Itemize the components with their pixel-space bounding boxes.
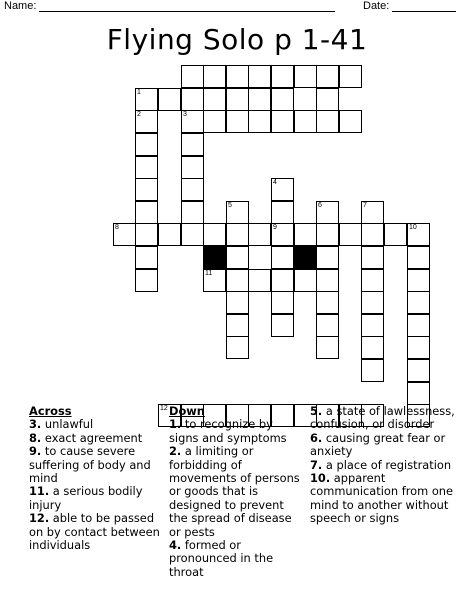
grid-cell[interactable]: [181, 88, 204, 111]
grid-cell[interactable]: [361, 201, 384, 224]
grid-cell[interactable]: [181, 110, 204, 133]
grid-cell[interactable]: [181, 133, 204, 156]
grid-cell[interactable]: [294, 65, 317, 88]
clue-item-number: 1.: [169, 417, 182, 432]
across-clues: [29, 405, 164, 552]
grid-cell[interactable]: [248, 223, 271, 246]
across-heading: Across: [29, 404, 72, 418]
grid-cell[interactable]: [294, 223, 317, 246]
grid-cell[interactable]: [271, 223, 294, 246]
grid-cell[interactable]: [226, 269, 249, 292]
grid-cell[interactable]: [248, 88, 271, 111]
clue-number: 9: [273, 224, 277, 231]
clue-number: 1: [137, 89, 141, 96]
grid-cell[interactable]: [316, 65, 339, 88]
clue-number: 4: [273, 179, 277, 186]
clue-item: [29, 485, 164, 512]
black-square: [294, 246, 317, 269]
grid-cell[interactable]: [407, 359, 430, 382]
clue-item-text: a limiting or forbidding of movements of persons or goods that is designed to prevent the spread of disease or pests: [169, 444, 300, 539]
grid-cell[interactable]: [226, 336, 249, 359]
clue-item-number: 2.: [169, 444, 182, 459]
grid-cell[interactable]: [316, 246, 339, 269]
grid-cell[interactable]: [316, 269, 339, 292]
clue-item: [169, 539, 304, 579]
grid-cell[interactable]: [339, 223, 362, 246]
grid-cell[interactable]: [407, 336, 430, 359]
grid-cell[interactable]: [135, 223, 158, 246]
grid-cell[interactable]: [294, 110, 317, 133]
grid-cell[interactable]: [226, 65, 249, 88]
grid-cell[interactable]: [271, 88, 294, 111]
grid-cell[interactable]: [361, 336, 384, 359]
grid-cell[interactable]: [248, 65, 271, 88]
puzzle-title: Flying Solo p 1-41: [106, 23, 368, 56]
clue-item: [169, 445, 304, 539]
grid-cell[interactable]: [271, 314, 294, 337]
date-label: Date:: [363, 0, 390, 12]
grid-cell[interactable]: [339, 110, 362, 133]
clue-item-text: a serious bodily injury: [29, 484, 143, 512]
clue-number: 2: [137, 111, 141, 118]
grid-cell[interactable]: [248, 110, 271, 133]
grid-cell[interactable]: [294, 269, 317, 292]
clue-item-text: apparent communication from one mind to another without speech or signs: [310, 471, 454, 526]
clue-item-text: able to be passed on by contact between individuals: [29, 511, 160, 553]
grid-cell[interactable]: [226, 314, 249, 337]
grid-cell[interactable]: [135, 110, 158, 133]
grid-cell[interactable]: [271, 178, 294, 201]
clue-item: [310, 459, 460, 472]
grid-cell[interactable]: [316, 223, 339, 246]
grid-cell[interactable]: [271, 201, 294, 224]
name-label: Name:: [4, 0, 37, 12]
grid-cell[interactable]: [271, 65, 294, 88]
grid-cell[interactable]: [135, 156, 158, 179]
clue-item-number: 4.: [169, 538, 182, 553]
grid-cell[interactable]: [113, 223, 136, 246]
clue-item-text: to recognize by signs and symptoms: [169, 417, 287, 445]
clue-item: [169, 418, 304, 445]
grid-cell[interactable]: [271, 246, 294, 269]
grid-cell[interactable]: [407, 314, 430, 337]
grid-cell[interactable]: [407, 246, 430, 269]
clue-item-text: unlawful: [41, 417, 94, 432]
grid-cell[interactable]: [226, 110, 249, 133]
black-square: [203, 246, 226, 269]
grid-cell[interactable]: [248, 269, 271, 292]
grid-cell[interactable]: [135, 178, 158, 201]
grid-cell[interactable]: [226, 246, 249, 269]
grid-cell[interactable]: [407, 223, 430, 246]
grid-cell[interactable]: [135, 269, 158, 292]
grid-cell[interactable]: [407, 291, 430, 314]
grid-cell[interactable]: [181, 178, 204, 201]
grid-cell[interactable]: [361, 269, 384, 292]
grid-cell[interactable]: [271, 291, 294, 314]
clue-item-number: 7.: [310, 457, 323, 472]
clue-number: 3: [183, 111, 187, 118]
clue-item-number: 5.: [310, 404, 323, 418]
clue-item: [29, 418, 164, 431]
grid-cell[interactable]: [181, 201, 204, 224]
grid-cell[interactable]: [158, 223, 181, 246]
down-clues-continued: [310, 405, 460, 526]
grid-cell[interactable]: [226, 223, 249, 246]
grid-cell[interactable]: [316, 110, 339, 133]
clue-number: 6: [318, 202, 322, 209]
grid-cell[interactable]: [135, 133, 158, 156]
grid-cell[interactable]: [271, 269, 294, 292]
clue-item-number: 10.: [310, 471, 331, 486]
clue-item: [310, 472, 460, 526]
grid-cell[interactable]: [361, 314, 384, 337]
clue-item-number: 9.: [29, 444, 42, 459]
grid-cell[interactable]: [384, 223, 407, 246]
grid-cell[interactable]: [203, 223, 226, 246]
grid-cell[interactable]: [135, 246, 158, 269]
grid-cell[interactable]: [316, 314, 339, 337]
clue-item-text: a state of lawlessness, confusion, or disorder: [310, 404, 455, 432]
clue-number: 11: [205, 270, 213, 277]
grid-cell[interactable]: [339, 65, 362, 88]
grid-cell[interactable]: [226, 291, 249, 314]
grid-cell[interactable]: [135, 88, 158, 111]
grid-cell[interactable]: [361, 291, 384, 314]
grid-cell[interactable]: [316, 201, 339, 224]
clue-item: [29, 445, 164, 485]
clue-item-number: 12.: [29, 511, 50, 526]
clue-number: 8: [115, 224, 119, 231]
clue-item-number: 11.: [29, 484, 50, 499]
clue-item: [310, 432, 460, 459]
grid-cell[interactable]: [135, 201, 158, 224]
grid-cell[interactable]: [158, 88, 181, 111]
grid-cell[interactable]: [361, 223, 384, 246]
grid-cell[interactable]: [361, 359, 384, 382]
clue-item-text: causing great fear or anxiety: [310, 430, 446, 459]
grid-cell[interactable]: [181, 65, 204, 88]
clue-number: 12: [160, 405, 168, 412]
grid-cell[interactable]: [203, 269, 226, 292]
grid-cell[interactable]: [407, 269, 430, 292]
clue-number: 10: [409, 224, 417, 231]
clue-item-text: a place of registration: [322, 457, 452, 472]
clue-item-number: 3.: [29, 417, 42, 432]
clue-item: [29, 432, 164, 445]
clue-item-text: formed or pronounced in the throat: [169, 538, 274, 579]
clue-item-number: 6.: [310, 430, 323, 445]
clue-item-text: to cause severe suffering of body and mind: [29, 444, 151, 486]
clue-number: 5: [228, 202, 232, 209]
grid-cell[interactable]: [316, 291, 339, 314]
clue-item-number: 8.: [29, 430, 42, 445]
grid-cell[interactable]: [203, 88, 226, 111]
down-heading: Down: [169, 404, 205, 418]
down-clues: [169, 405, 304, 579]
grid-cell[interactable]: [316, 336, 339, 359]
grid-cell[interactable]: [361, 246, 384, 269]
grid-cell[interactable]: [407, 382, 430, 405]
grid-cell[interactable]: [271, 110, 294, 133]
clue-number: 7: [363, 202, 367, 209]
grid-cell[interactable]: [203, 110, 226, 133]
clue-item-text: exact agreement: [41, 430, 143, 445]
grid-cell[interactable]: [181, 156, 204, 179]
grid-cell[interactable]: [316, 88, 339, 111]
grid-cell[interactable]: [203, 65, 226, 88]
grid-cell[interactable]: [226, 201, 249, 224]
grid-cell[interactable]: [181, 223, 204, 246]
clue-item: [29, 512, 164, 552]
clue-item: [310, 405, 460, 432]
grid-cell[interactable]: [226, 88, 249, 111]
